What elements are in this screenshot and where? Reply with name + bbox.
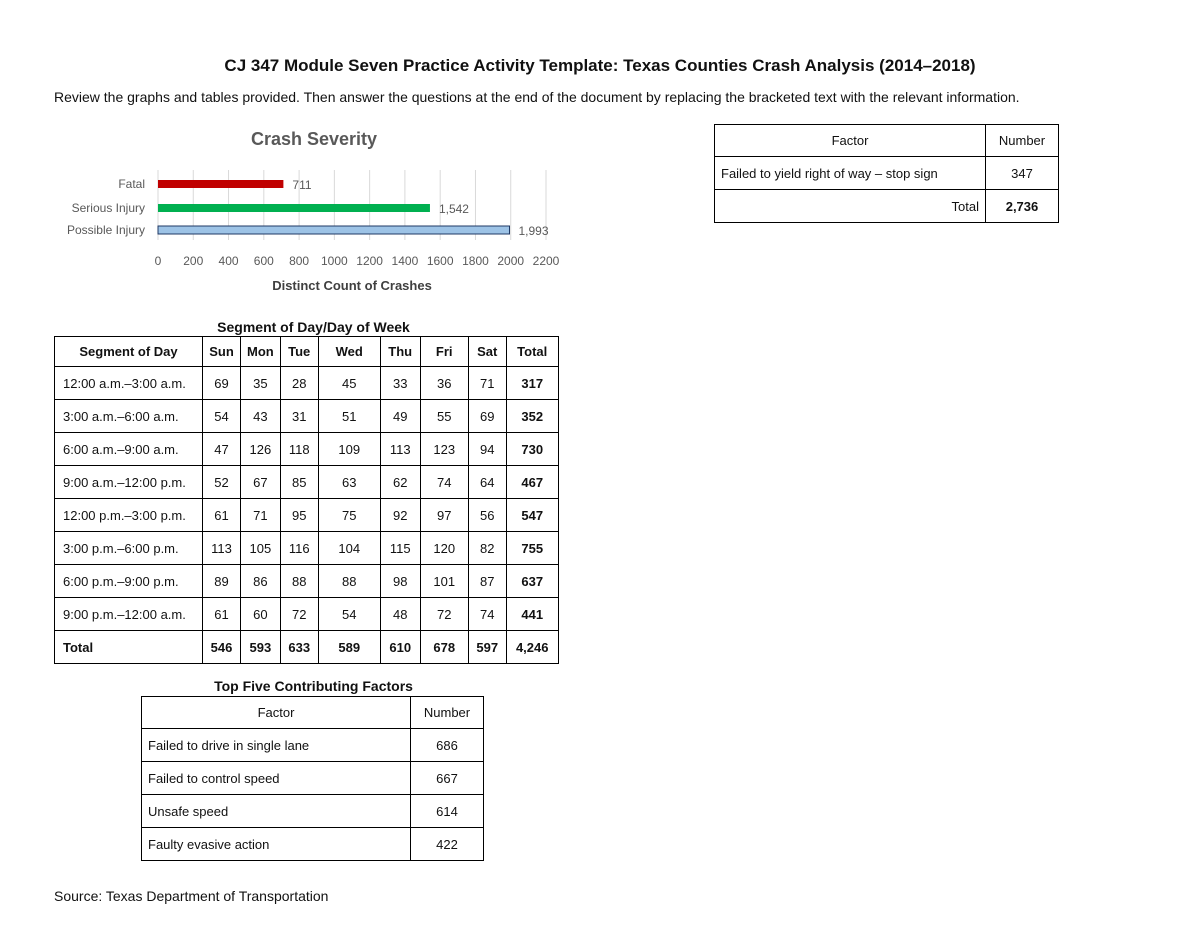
segment-count-cell: 71 [241, 499, 281, 532]
segment-label-cell: 12:00 p.m.–3:00 p.m. [55, 499, 203, 532]
chart-bar-fatal [158, 180, 283, 188]
segment-count-cell: 56 [468, 499, 506, 532]
segment-count-cell: 72 [420, 598, 468, 631]
segment-table-header-cell: Thu [380, 337, 420, 367]
contributing-factors-table [141, 696, 484, 861]
factor-name-cell: Unsafe speed [142, 795, 411, 828]
segment-count-cell: 71 [468, 367, 506, 400]
factor-number-cell: 686 [411, 729, 484, 762]
segment-total-cell: 547 [506, 499, 558, 532]
table-row [715, 157, 1059, 190]
table-row [55, 433, 559, 466]
chart-bar-serious-injury [158, 204, 430, 212]
segment-total-cell: 352 [506, 400, 558, 433]
segment-total-row-cell: 546 [203, 631, 241, 664]
segment-table-body [55, 367, 559, 664]
chart-bar-possible-injury [158, 226, 509, 234]
table-total-row [55, 631, 559, 664]
chart-x-tick-label: 2000 [497, 254, 525, 268]
segment-count-cell: 75 [318, 499, 380, 532]
segment-label-cell: 3:00 p.m.–6:00 p.m. [55, 532, 203, 565]
table-row [55, 532, 559, 565]
source-note: Source: Texas Department of Transportation [54, 888, 329, 904]
table-row [142, 762, 484, 795]
chart-data-label: 711 [292, 178, 312, 192]
segment-count-cell: 64 [468, 466, 506, 499]
segment-label-cell: 12:00 a.m.–3:00 a.m. [55, 367, 203, 400]
chart-x-tick-labels [155, 254, 560, 268]
chart-x-tick-label: 1200 [356, 254, 383, 268]
segment-count-cell: 116 [280, 532, 318, 565]
chart-bars [158, 178, 549, 238]
chart-x-tick-label: 0 [154, 254, 162, 268]
instructions-text: Review the graphs and tables provided. Then answer the questions at the end of the document by replacing the bracketed text with the relevant information. [54, 89, 1020, 105]
side-table-body [715, 157, 1059, 223]
segment-count-cell: 98 [380, 565, 420, 598]
table-row [142, 729, 484, 762]
segment-total-cell: 730 [506, 433, 558, 466]
segment-count-cell: 113 [203, 532, 241, 565]
segment-table-header-cell: Sat [468, 337, 506, 367]
segment-count-cell: 69 [468, 400, 506, 433]
segment-total-row-cell: 678 [420, 631, 468, 664]
segment-table-header-cell: Mon [241, 337, 281, 367]
factor-number-cell: 614 [411, 795, 484, 828]
side-table-header-cell: Number [986, 125, 1059, 157]
segment-count-cell: 62 [380, 466, 420, 499]
segment-label-cell: 6:00 a.m.–9:00 a.m. [55, 433, 203, 466]
chart-category-label: Possible Injury [66, 223, 145, 237]
segment-total-cell: 755 [506, 532, 558, 565]
chart-x-tick-label: 800 [289, 254, 310, 268]
segment-count-cell: 126 [241, 433, 281, 466]
segment-count-cell: 48 [380, 598, 420, 631]
segment-count-cell: 43 [241, 400, 281, 433]
chart-x-tick-label: 1000 [321, 254, 348, 268]
segment-count-cell: 74 [468, 598, 506, 631]
segment-count-cell: 88 [280, 565, 318, 598]
chart-x-tick-label: 1800 [462, 254, 489, 268]
segment-count-cell: 82 [468, 532, 506, 565]
segment-count-cell: 51 [318, 400, 380, 433]
factor-number-cell: 422 [411, 828, 484, 861]
segment-total-cell: 637 [506, 565, 558, 598]
side-table-header-row [715, 125, 1059, 157]
table-row [55, 367, 559, 400]
segment-count-cell: 120 [420, 532, 468, 565]
chart-category-labels [67, 177, 145, 237]
segment-count-cell: 97 [420, 499, 468, 532]
chart-data-label: 1,993 [518, 224, 549, 238]
segment-count-cell: 92 [380, 499, 420, 532]
segment-count-cell: 87 [468, 565, 506, 598]
segment-label-cell: 9:00 a.m.–12:00 p.m. [55, 466, 203, 499]
segment-count-cell: 86 [241, 565, 281, 598]
table-row [55, 466, 559, 499]
segment-count-cell: 113 [380, 433, 420, 466]
segment-total-row-cell: 589 [318, 631, 380, 664]
table-row [55, 499, 559, 532]
segment-total-cell: 467 [506, 466, 558, 499]
factors-table-header-cell: Number [411, 697, 484, 729]
chart-category-label: Fatal [118, 177, 145, 191]
segment-label-cell: 3:00 a.m.–6:00 a.m. [55, 400, 203, 433]
segment-count-cell: 61 [203, 598, 241, 631]
segment-total-row-cell: Total [55, 631, 203, 664]
chart-data-label: 1,542 [438, 202, 469, 216]
chart-x-tick-label: 400 [218, 254, 239, 268]
segment-count-cell: 118 [280, 433, 318, 466]
segment-count-cell: 105 [241, 532, 281, 565]
chart-x-tick-label: 200 [183, 254, 204, 268]
chart-x-axis-label: Distinct Count of Crashes [272, 278, 432, 293]
document-title: CJ 347 Module Seven Practice Activity Template: Texas Counties Crash Analysis (2014–2018) [224, 56, 976, 75]
segment-count-cell: 31 [280, 400, 318, 433]
segment-total-cell: 441 [506, 598, 558, 631]
segment-count-cell: 33 [380, 367, 420, 400]
segment-count-cell: 69 [203, 367, 241, 400]
table-row [55, 598, 559, 631]
chart-x-tick-label: 1400 [391, 254, 419, 268]
segment-table-caption: Segment of Day/Day of Week [217, 319, 410, 335]
segment-table-header-cell: Tue [280, 337, 318, 367]
segment-total-row-cell: 610 [380, 631, 420, 664]
segment-total-cell: 317 [506, 367, 558, 400]
segment-total-row-cell: 633 [280, 631, 318, 664]
segment-table-header-cell: Segment of Day [55, 337, 203, 367]
factors-table-header-row [142, 697, 484, 729]
segment-count-cell: 63 [318, 466, 380, 499]
segment-count-cell: 54 [203, 400, 241, 433]
segment-count-cell: 109 [318, 433, 380, 466]
segment-count-cell: 74 [420, 466, 468, 499]
chart-x-tick-label: 1600 [426, 254, 454, 268]
chart-x-tick-label: 2200 [532, 254, 560, 268]
segment-count-cell: 101 [420, 565, 468, 598]
factors-table-body [142, 729, 484, 861]
segment-count-cell: 36 [420, 367, 468, 400]
segment-count-cell: 60 [241, 598, 281, 631]
factors-table-caption: Top Five Contributing Factors [214, 678, 413, 694]
chart-x-tick-label: 600 [253, 254, 274, 268]
factor-name-cell: Faulty evasive action [142, 828, 411, 861]
side-table-header-cell: Factor [715, 125, 986, 157]
segment-count-cell: 104 [318, 532, 380, 565]
segment-label-cell: 9:00 p.m.–12:00 a.m. [55, 598, 203, 631]
segment-count-cell: 88 [318, 565, 380, 598]
segment-label-cell: 6:00 p.m.–9:00 p.m. [55, 565, 203, 598]
table-total-row [715, 190, 1059, 223]
factor-name-cell: Failed to yield right of way – stop sign [715, 157, 986, 190]
segment-count-cell: 45 [318, 367, 380, 400]
segment-count-cell: 115 [380, 532, 420, 565]
factor-name-cell: Failed to drive in single lane [142, 729, 411, 762]
side-factor-table [714, 124, 1059, 223]
total-label-cell: Total [715, 190, 986, 223]
segment-count-cell: 61 [203, 499, 241, 532]
total-value-cell: 2,736 [986, 190, 1059, 223]
segment-day-table [54, 336, 559, 664]
segment-table-header-cell: Wed [318, 337, 380, 367]
segment-count-cell: 47 [203, 433, 241, 466]
segment-total-row-cell: 593 [241, 631, 281, 664]
segment-table-header-row [55, 337, 559, 367]
segment-total-row-cell: 4,246 [506, 631, 558, 664]
segment-count-cell: 85 [280, 466, 318, 499]
table-row [142, 828, 484, 861]
chart-title: Crash Severity [250, 129, 378, 149]
segment-count-cell: 49 [380, 400, 420, 433]
segment-count-cell: 95 [280, 499, 318, 532]
segment-count-cell: 55 [420, 400, 468, 433]
segment-count-cell: 67 [241, 466, 281, 499]
segment-count-cell: 94 [468, 433, 506, 466]
segment-count-cell: 123 [420, 433, 468, 466]
segment-count-cell: 35 [241, 367, 281, 400]
segment-count-cell: 28 [280, 367, 318, 400]
segment-count-cell: 52 [203, 466, 241, 499]
segment-table-header-cell: Total [506, 337, 558, 367]
table-row [142, 795, 484, 828]
crash-severity-chart [54, 122, 574, 302]
segment-total-row-cell: 597 [468, 631, 506, 664]
table-row [55, 400, 559, 433]
factor-name-cell: Failed to control speed [142, 762, 411, 795]
segment-count-cell: 54 [318, 598, 380, 631]
chart-category-label: Serious Injury [71, 201, 145, 215]
segment-count-cell: 72 [280, 598, 318, 631]
table-row [55, 565, 559, 598]
segment-count-cell: 89 [203, 565, 241, 598]
segment-table-header-cell: Fri [420, 337, 468, 367]
factor-number-cell: 667 [411, 762, 484, 795]
factor-number-cell: 347 [986, 157, 1059, 190]
segment-table-header-cell: Sun [203, 337, 241, 367]
factors-table-header-cell: Factor [142, 697, 411, 729]
